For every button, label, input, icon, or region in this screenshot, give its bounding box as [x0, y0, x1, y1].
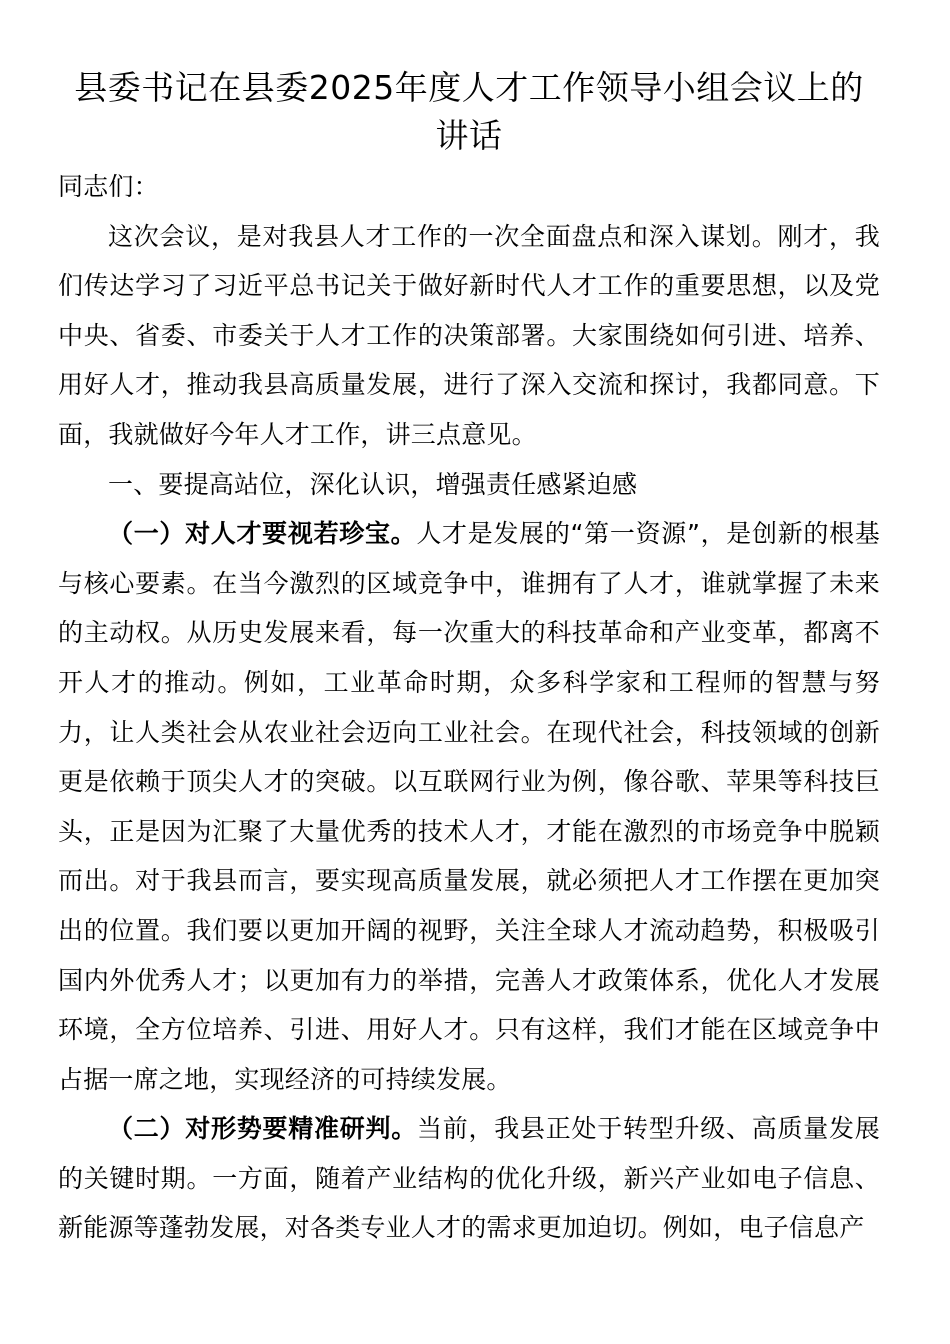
section-heading-1-text: 一、要提高站位，深化认识，增强责任感紧迫感 [108, 469, 638, 499]
paragraph-point-2-text: 当前，我县正处于转型升级、高质量发展的关键时期。一方面，随着产业结构的优化升级，新兴产业如电子信息、新能源等蓬勃发展，对各类专业人才的需求更加迫切。例如，电子信息产 [58, 1114, 880, 1243]
paragraph-point-1-text: 人才是发展的“第一资源”，是创新的根基与核心要素。在当今激烈的区域竞争中，谁拥有了人才，谁就掌握了未来的主动权。从历史发展来看，每一次重大的科技革命和产业变革，都离不开人才的推动。例如，工业革命时期，众多科学家和工程师的智慧与努力，让人类社会从农业社会迈向工业社会。在现代社会，科技领域的创新更是依赖于顶尖人才的突破。以互联网行业为例，像谷歌、苹果等科技巨头，正是因为汇聚了大量优秀的技术人才，才能在激烈的市场竞争中脱颖而出。对于我县而言，要实现高质量发展，就必须把人才工作摆在更加突出的位置。我们要以更加开阔的视野，关注全球人才流动趋势，积极吸引国内外优秀人才；以更加有力的举措，完善人才政策体系，优化人才发展环境，全方位培养、引进、用好人才。只有这样，我们才能在区域竞争中占据一席之地，实现经济的可持续发展。 [58, 519, 880, 1094]
paragraph-point-1 [58, 509, 880, 1104]
greeting: 同志们： [58, 172, 159, 201]
paragraph-point-2-lead: （二）对形势要精准研判。 [108, 1114, 418, 1144]
section-heading-1 [58, 460, 880, 510]
document-title: 县委书记在县委2025年度人才工作领导小组会议上的讲话 [74, 68, 864, 155]
paragraph-intro [58, 212, 880, 460]
paragraph-point-1-lead: （一）对人才要视若珍宝。 [108, 519, 417, 549]
paragraph-intro-text: 这次会议，是对我县人才工作的一次全面盘点和深入谋划。刚才，我们传达学习了习近平总书记关于做好新时代人才工作的重要思想，以及党中央、省委、市委关于人才工作的决策部署。大家围绕如何引进、培养、用好人才，推动我县高质量发展，进行了深入交流和探讨，我都同意。下面，我就做好今年人才工作，讲三点意见。 [58, 221, 880, 449]
paragraph-point-2 [58, 1104, 880, 1253]
document-page [58, 64, 880, 1253]
